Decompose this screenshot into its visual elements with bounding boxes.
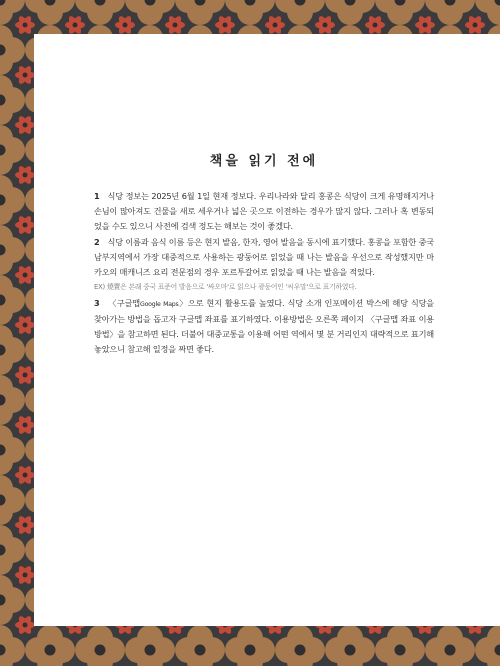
flower-center bbox=[23, 73, 28, 78]
section-1 bbox=[94, 189, 434, 234]
tile-center bbox=[445, 645, 456, 656]
flower-center bbox=[23, 223, 28, 228]
section-text-start: 〈구글맵 bbox=[107, 298, 140, 308]
flower-center bbox=[73, 23, 78, 28]
flower-center bbox=[23, 423, 28, 428]
flower-center bbox=[473, 23, 478, 28]
tile-center bbox=[145, 645, 156, 656]
flower-center bbox=[23, 123, 28, 128]
book-page bbox=[34, 34, 500, 626]
flower-center bbox=[23, 573, 28, 578]
flower-center bbox=[23, 273, 28, 278]
flower-center bbox=[123, 23, 128, 28]
flower-center bbox=[173, 23, 178, 28]
tile-center bbox=[195, 645, 206, 656]
example-note: EX) 燒賣은 본래 중국 표준어 발음으로 '싸오마'로 읽으나 광둥어인 '씨우말'으로 표기하였다. bbox=[94, 283, 357, 291]
tile-center bbox=[345, 645, 356, 656]
section-text: 식당 이름과 음식 이름 등은 현지 발음, 한자, 영어 발음을 동시에 표기했다. 홍콩을 포함한 중국 남부지역에서 가장 대중적으로 사용하는 광둥어로 읽었을 때 나는 발음을 우선으로 작성했지만 마카오의 매캐니즈 요리 전문점의 경우 포르투갈어로 읽었을 때 나는 발음을 적었다. bbox=[94, 237, 434, 277]
tile-center bbox=[295, 645, 306, 656]
flower-center bbox=[323, 23, 328, 28]
tile-center bbox=[95, 645, 106, 656]
section-text: 식당 정보는 2025년 6월 1일 현재 정보다. 우리나라와 달리 홍콩은 식당이 크게 유명해지거나 손님이 많아져도 건물을 새로 세우거나 넓은 곳으로 이전하는 경우가 많지 않다. 그러나 혹 변동되었을 수도 있으니 사전에 검색 정도는 해보는 것이 좋겠다. bbox=[94, 191, 434, 231]
flower-center bbox=[23, 173, 28, 178]
flower-center bbox=[223, 23, 228, 28]
section-number: 2 bbox=[94, 237, 100, 247]
flower-center bbox=[23, 473, 28, 478]
tile-center bbox=[245, 645, 256, 656]
tile-center bbox=[45, 645, 56, 656]
section-2 bbox=[94, 235, 434, 280]
section-text-end: 〉으로 현지 활용도를 높였다. 식당 소개 인포메이션 박스에 해당 식당을 찾아가는 방법을 돕고자 구글맵 좌표를 표기하였다. 이용방법은 오른쪽 페이지 〈구글맵 좌표 이용방법〉을 참고하면 된다. 더불어 대중교통을 이용해 어떤 역에서 몇 분 거리인지 대략적으로 표기해놓았으니 참고해 일정을 짜면 좋다. bbox=[94, 298, 434, 354]
flower-center bbox=[23, 373, 28, 378]
page-content bbox=[94, 150, 434, 358]
section-3 bbox=[94, 296, 434, 357]
flower-center bbox=[273, 23, 278, 28]
flower-center bbox=[23, 523, 28, 528]
flower-center bbox=[23, 323, 28, 328]
flower-center bbox=[373, 23, 378, 28]
tile-center bbox=[395, 645, 406, 656]
google-maps-label: Google Maps bbox=[140, 301, 179, 308]
flower-center bbox=[423, 23, 428, 28]
flower-center bbox=[23, 623, 28, 628]
section-number: 3 bbox=[94, 298, 100, 308]
section-number: 1 bbox=[94, 191, 100, 201]
page-title: 책을 읽기 전에 bbox=[209, 154, 319, 169]
flower-center bbox=[23, 23, 28, 28]
